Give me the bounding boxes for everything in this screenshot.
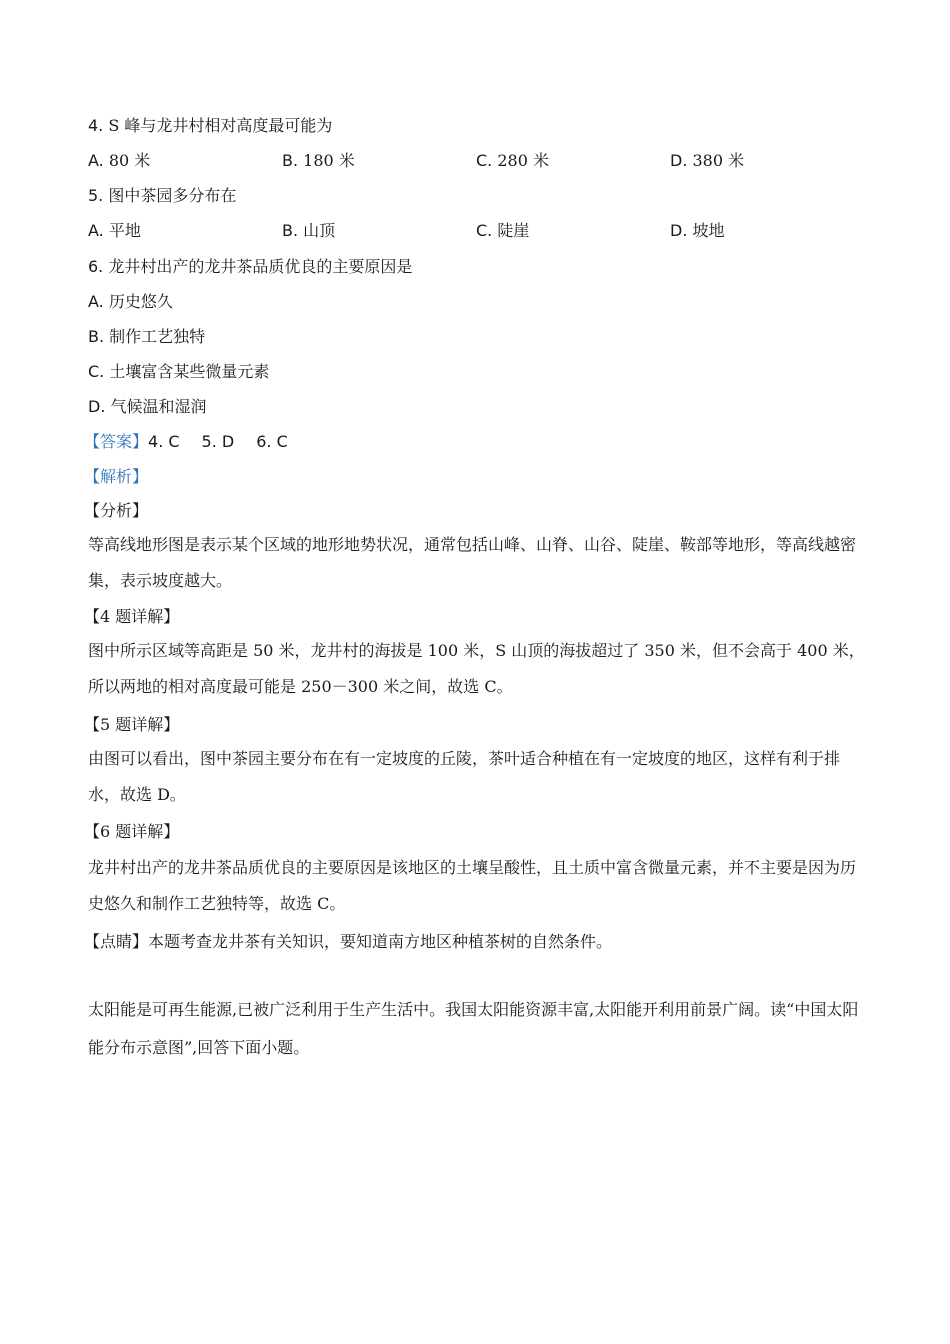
option-text: 历史悠久 (108, 292, 173, 311)
option-letter: B. (282, 151, 299, 170)
fenxi-label: 【分析】 (84, 501, 149, 520)
detail-4-text: 图中所示区域等高距是 50 米，龙井村的海拔是 100 米，S 山顶的海拔超过了 350 米，但不会高于 400 米，所以两地的相对高度最可能是 250－300 米之间，故选 C。 (88, 641, 865, 696)
option-text: 平地 (108, 221, 141, 240)
question-text: 龙井村出产的龙井茶品质优良的主要原因是 (108, 257, 413, 276)
dianjing-label: 【点睛】 (84, 932, 149, 951)
detail-5-label: 【5 题详解】 (84, 715, 180, 734)
intro-text: 太阳能是可再生能源,已被广泛利用于生产生活中。我国太阳能资源丰富,太阳能开利用前景广阔。读“中国太阳能分布示意图”,回答下面小题。 (88, 1000, 859, 1057)
answer-item: 6. C (256, 432, 288, 451)
option-letter: D. (670, 151, 688, 170)
option-text: 坡地 (692, 221, 725, 240)
option-letter: D. (670, 221, 688, 240)
q6-option-d (88, 397, 207, 417)
option-text: 山顶 (303, 221, 336, 240)
option-text: 380 米 (692, 151, 745, 170)
q6-option-c (88, 362, 269, 382)
option-letter: B. (282, 221, 299, 240)
option-letter: C. (476, 151, 493, 170)
answer-item: 5. D (201, 432, 235, 451)
detail-5-text: 由图可以看出，图中茶园主要分布在有一定坡度的丘陵，茶叶适合种植在有一定坡度的地区，这样有利于排水，故选 D。 (88, 749, 841, 804)
q4-option-a (88, 151, 150, 171)
option-letter: B. (88, 327, 105, 346)
q4-option-c (476, 151, 549, 171)
option-text: 土壤富含某些微量元素 (109, 362, 270, 381)
q5-option-a (88, 221, 141, 241)
question-text: 图中茶园多分布在 (108, 186, 237, 205)
q4-option-d (670, 151, 744, 171)
option-text: 气候温和湿润 (110, 397, 207, 416)
answer-label: 【答案】 (84, 432, 149, 451)
question-4 (88, 116, 332, 136)
option-text: 180 米 (303, 151, 355, 170)
option-letter: A. (88, 221, 104, 240)
dianjing-text: 本题考查龙井茶有关知识，要知道南方地区种植茶树的自然条件。 (148, 932, 613, 951)
q6-option-b (88, 327, 205, 347)
question-6 (88, 257, 412, 277)
question-5 (88, 186, 236, 206)
dianjing-line (84, 932, 612, 952)
option-letter: A. (88, 292, 104, 311)
answer-item: 4. C (148, 432, 180, 451)
question-number: 4. (88, 116, 104, 135)
question-text: S 峰与龙井村相对高度最可能为 (108, 116, 333, 135)
analysis-label: 【解析】 (84, 467, 149, 486)
q5-option-b (282, 221, 335, 241)
q5-option-c (476, 221, 529, 241)
detail-4-label: 【4 题详解】 (84, 607, 180, 626)
option-letter: A. (88, 151, 104, 170)
detail-6-text: 龙井村出产的龙井茶品质优良的主要原因是该地区的土壤呈酸性，且土质中富含微量元素，并不主要是因为历史悠久和制作工艺独特等，故选 C。 (88, 858, 857, 913)
question-number: 5. (88, 186, 104, 205)
q4-option-b (282, 151, 355, 171)
q5-option-d (670, 221, 725, 241)
question-number: 6. (88, 257, 104, 276)
option-text: 制作工艺独特 (109, 327, 206, 346)
q6-option-a (88, 292, 173, 312)
option-text: 280 米 (497, 151, 549, 170)
option-letter: D. (88, 397, 106, 416)
detail-6-label: 【6 题详解】 (84, 822, 180, 841)
option-text: 80 米 (108, 151, 151, 170)
option-letter: C. (88, 362, 105, 381)
option-letter: C. (476, 221, 493, 240)
fenxi-text: 等高线地形图是表示某个区域的地形地势状况，通常包括山峰、山脊、山谷、陡崖、鞍部等地形，等高线越密集，表示坡度越大。 (88, 535, 857, 590)
answer-line (84, 432, 288, 452)
option-text: 陡崖 (497, 221, 530, 240)
